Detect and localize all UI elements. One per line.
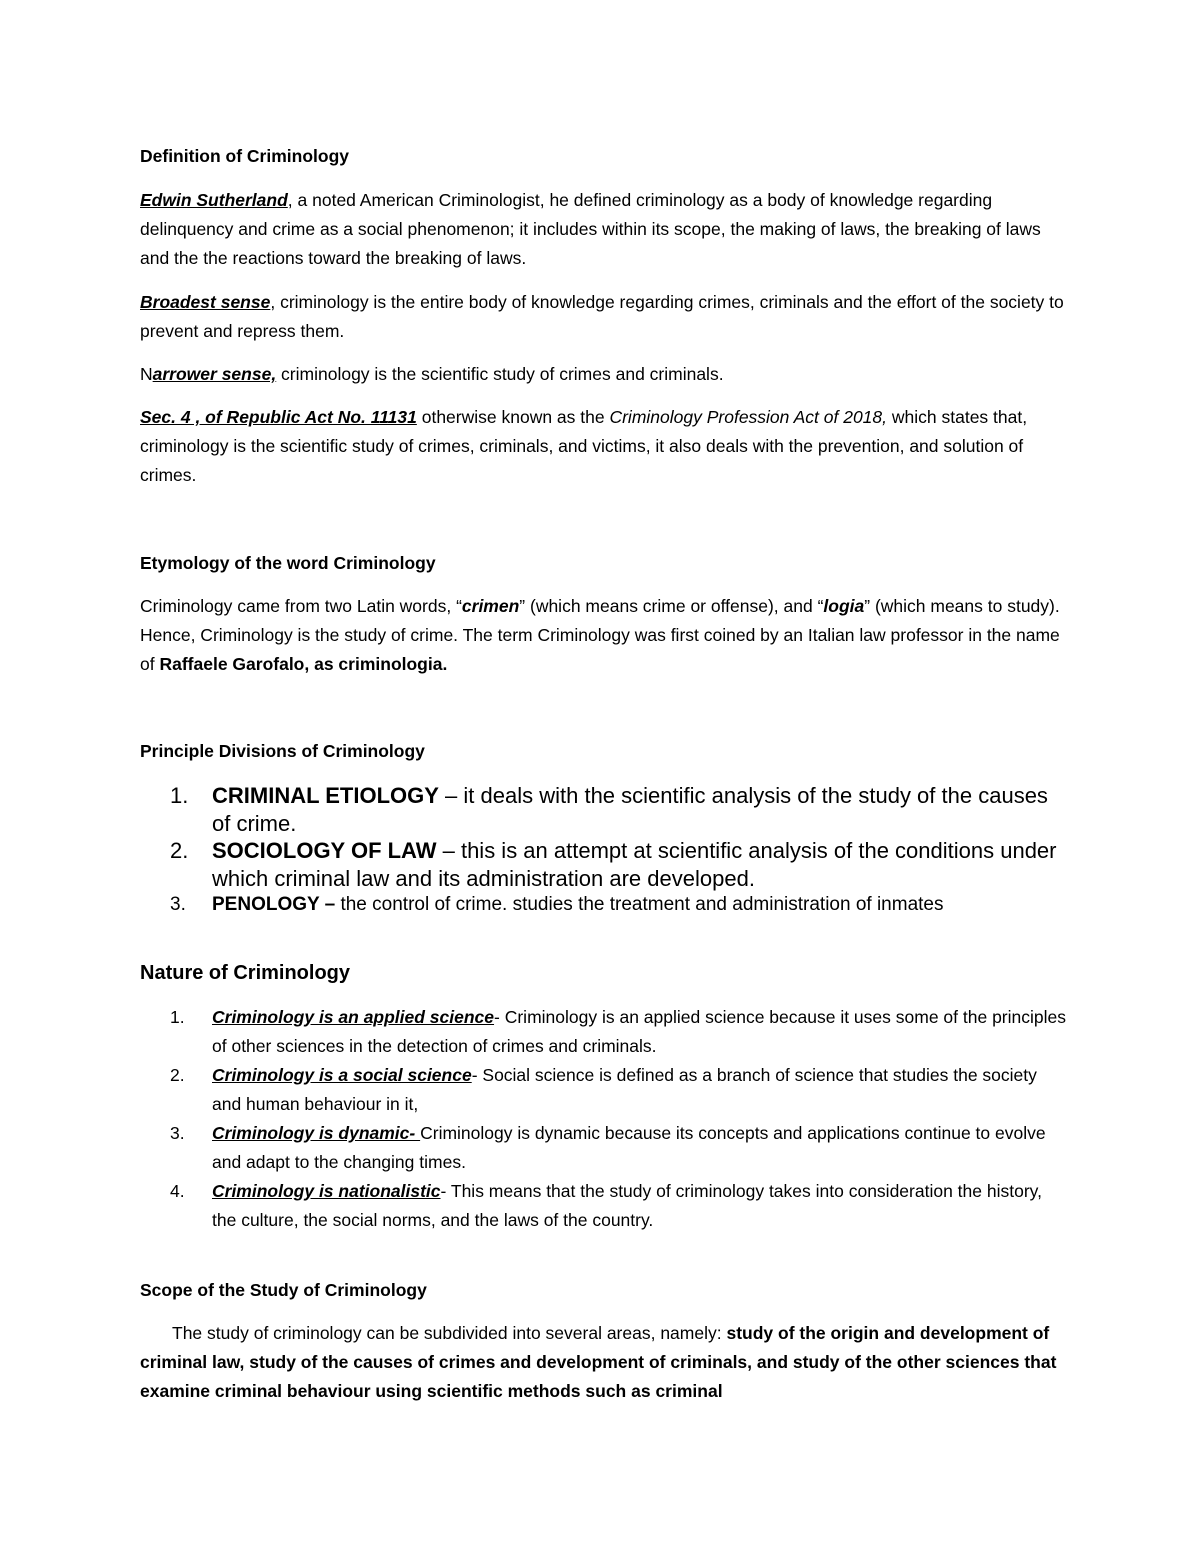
division-item: 2. SOCIOLOGY OF LAW – this is an attempt at scientific analysis of the conditions under which criminal law and its administration are developed.	[170, 838, 1057, 891]
nature-heading: Nature of Criminology	[140, 962, 351, 984]
term-edwin-sutherland: Edwin Sutherland	[140, 190, 288, 210]
term-narrower-sense: arrower sense,	[152, 364, 277, 384]
etymology-heading: Etymology of the word Criminology	[140, 553, 436, 573]
nature-item: 2. Criminology is a social science- Social science is defined as a branch of science that studies the society and human behaviour in it,	[170, 1065, 1037, 1114]
nature-item: 3. Criminology is dynamic- Criminology is dynamic because its concepts and applications continue to evolve and adapt to the changing times.	[170, 1123, 1046, 1172]
nature-list	[170, 1003, 1070, 1235]
scope-paragraph: The study of criminology can be subdivided into several areas, namely: study of the origin and development of criminal law, study of the causes of crimes and development of criminals, and study of the other sciences that examine criminal behaviour using scientific methods such as criminal	[140, 1323, 1057, 1401]
division-item: 3. PENOLOGY – the control of crime. studies the treatment and administration of inmates	[170, 894, 944, 915]
term-republic-act: Sec. 4 , of Republic Act No. 11131	[140, 407, 417, 427]
etymology-paragraph: Criminology came from two Latin words, “crimen” (which means crime or offense), and “logia” (which means to study). Hence, Criminology is the study of crime. The term Criminology was first coined by an Italian law professor in the name of Raffaele Garofalo, as criminologia.	[140, 596, 1060, 674]
definition-heading: Definition of Criminology	[140, 146, 350, 166]
definition-paragraph-narrower: Narrower sense, criminology is the scientific study of crimes and criminals.	[140, 364, 724, 384]
nature-item: 1. Criminology is an applied science- Criminology is an applied science because it uses some of the principles of other sciences in the detection of crimes and criminals.	[170, 1007, 1066, 1056]
scope-heading: Scope of the Study of Criminology	[140, 1280, 427, 1300]
nature-item: 4. Criminology is nationalistic- This means that the study of criminology takes into consideration the history, the culture, the social norms, and the laws of the country.	[170, 1181, 1042, 1230]
divisions-list	[170, 782, 1070, 918]
division-item: 1. CRIMINAL ETIOLOGY – it deals with the scientific analysis of the study of the causes of crime.	[170, 783, 1048, 836]
term-broadest-sense: Broadest sense	[140, 292, 271, 312]
divisions-heading: Principle Divisions of Criminology	[140, 741, 425, 761]
definition-paragraph-sutherland: Edwin Sutherland, a noted American Criminologist, he defined criminology as a body of knowledge regarding delinquency and crime as a social phenomenon; it includes within its scope, the making of laws, the breaking of laws and the the reactions toward the breaking of laws.	[140, 190, 1041, 268]
definition-paragraph-republic-act: Sec. 4 , of Republic Act No. 11131 otherwise known as the Criminology Profession Act of 2018, which states that, criminology is the scientific study of crimes, criminals, and victims, it also deals with the prevention, and solution of crimes.	[140, 407, 1028, 485]
definition-paragraph-broadest: Broadest sense, criminology is the entire body of knowledge regarding crimes, criminals and the effort of the society to prevent and repress them.	[140, 292, 1064, 341]
